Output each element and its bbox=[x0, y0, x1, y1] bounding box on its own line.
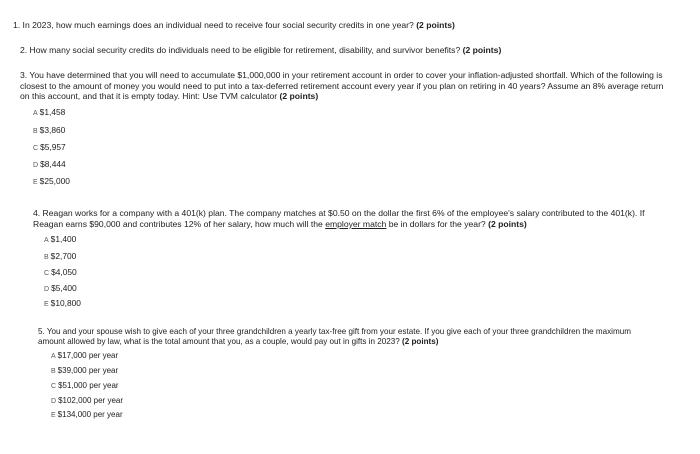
option-text: $39,000 per year bbox=[57, 366, 119, 375]
option-text: $102,000 per year bbox=[58, 396, 123, 405]
question-2-text: 2. How many social security credits do individuals need to be eligible for retirement, disability, and survivor benefits? bbox=[20, 45, 461, 55]
option-letter: B bbox=[33, 128, 38, 135]
question-5-stem-line-2 bbox=[38, 337, 700, 347]
option-letter: A bbox=[44, 237, 49, 244]
option-text: $10,800 bbox=[50, 298, 81, 308]
question-5-stem-line-1: 5. You and your spouse wish to give each of your three grandchildren a yearly tax-free gift from your estate. If you give each of your three grandchildren the maximum bbox=[38, 327, 631, 336]
question-5-option-d[interactable] bbox=[51, 396, 123, 407]
question-3-text-end: on this account, and that it is empty today. Hint: Use TVM calculator bbox=[20, 91, 278, 102]
option-letter: B bbox=[44, 254, 49, 261]
option-text: $5,957 bbox=[40, 142, 66, 152]
question-3-stem-line-2: closest to the amount of money you would need to put into a tax-deferred retirement account every year if you plan on retiring in 40 years? Assume an 8% average return bbox=[20, 80, 664, 91]
question-1 bbox=[13, 20, 700, 31]
option-letter: D bbox=[51, 398, 57, 405]
option-letter: E bbox=[33, 179, 38, 186]
question-5-option-c[interactable] bbox=[51, 381, 119, 392]
question-5-option-a[interactable] bbox=[51, 351, 118, 362]
question-3-stem-line-1: 3. You have determined that you will need to accumulate $1,000,000 in your retirement account in order to cover your inflation-adjusted shortfall. Which of the following is bbox=[20, 70, 663, 80]
question-1-text: 1. In 2023, how much earnings does an individual need to receive four social security credits in one year? bbox=[13, 20, 414, 30]
option-letter: D bbox=[44, 286, 50, 293]
option-text: $2,700 bbox=[50, 251, 77, 261]
question-3-option-d[interactable] bbox=[33, 159, 66, 171]
question-1-points: (2 points) bbox=[416, 20, 455, 30]
question-5 bbox=[38, 327, 700, 347]
question-5-text-end: amount allowed by law, what is the total amount that you, as a couple, would pay out in gifts in 2023? bbox=[38, 337, 400, 347]
question-3-option-b[interactable] bbox=[33, 125, 65, 137]
question-4 bbox=[33, 208, 700, 229]
question-5-option-e[interactable] bbox=[51, 410, 123, 421]
option-letter: B bbox=[51, 368, 56, 375]
question-4-points: (2 points) bbox=[488, 218, 527, 229]
option-text: $17,000 per year bbox=[57, 351, 119, 360]
option-text: $8,444 bbox=[40, 159, 66, 169]
option-text: $4,050 bbox=[51, 267, 77, 277]
question-4-option-b[interactable] bbox=[44, 251, 76, 263]
option-letter: A bbox=[51, 353, 56, 360]
question-4-option-c[interactable] bbox=[44, 267, 77, 279]
question-2-points: (2 points) bbox=[462, 45, 502, 55]
question-1-stem bbox=[13, 20, 700, 31]
question-3-option-a[interactable] bbox=[33, 107, 65, 119]
question-5-points: (2 points) bbox=[402, 337, 439, 347]
question-2 bbox=[20, 45, 700, 56]
option-letter: C bbox=[33, 145, 39, 152]
option-letter: E bbox=[51, 412, 56, 419]
question-3 bbox=[20, 70, 700, 102]
option-letter: A bbox=[33, 110, 38, 117]
option-text: $51,000 per year bbox=[58, 381, 119, 390]
question-3-stem-line-3 bbox=[20, 91, 700, 102]
option-text: $5,400 bbox=[51, 283, 77, 293]
question-4-option-e[interactable] bbox=[44, 298, 81, 310]
option-text: $1,458 bbox=[39, 107, 66, 117]
question-2-stem bbox=[20, 45, 700, 56]
option-text: $1,400 bbox=[50, 234, 77, 244]
option-text: $3,860 bbox=[39, 125, 66, 135]
option-letter: C bbox=[44, 270, 50, 277]
question-3-option-e[interactable] bbox=[33, 176, 70, 188]
option-letter: D bbox=[33, 162, 39, 169]
question-4-text-pre: Reagan earns $90,000 and contributes 12% of her salary, how much will the bbox=[33, 218, 326, 229]
question-4-option-a[interactable] bbox=[44, 234, 76, 246]
question-3-option-c[interactable] bbox=[33, 142, 66, 154]
question-4-stem-line-2 bbox=[33, 219, 700, 230]
question-4-text-post: be in dollars for the year? bbox=[386, 218, 486, 229]
question-4-option-d[interactable] bbox=[44, 283, 77, 295]
question-3-points: (2 points) bbox=[279, 91, 319, 102]
question-5-option-b[interactable] bbox=[51, 366, 118, 377]
option-letter: E bbox=[44, 301, 49, 308]
option-text: $134,000 per year bbox=[57, 410, 123, 419]
option-letter: C bbox=[51, 383, 57, 390]
employer-match-link[interactable]: employer match bbox=[325, 218, 387, 229]
question-4-stem-line-1: 4. Reagan works for a company with a 401(k) plan. The company matches at $0.50 on the dollar the first 6% of the employee's salary contributed to the 401(k). If bbox=[33, 208, 645, 218]
option-text: $25,000 bbox=[39, 176, 70, 186]
